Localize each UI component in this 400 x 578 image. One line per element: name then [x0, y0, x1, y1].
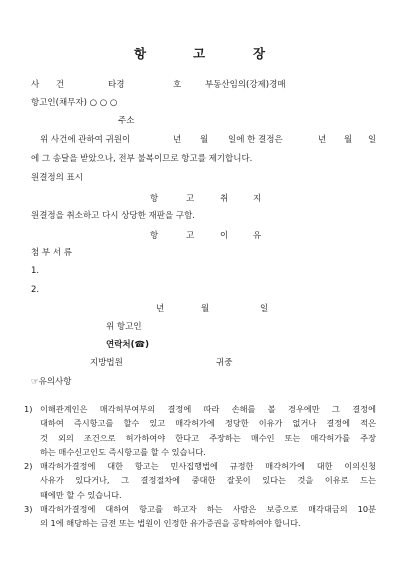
court-name: 지방법원: [90, 358, 123, 368]
attachment-item: 1.: [31, 266, 40, 276]
note-item: [24, 459, 376, 502]
body-line1-part: 위 사건에 관하여 귀원이: [40, 135, 131, 145]
attachment-item: 2.: [31, 285, 40, 295]
heading-char: 항: [150, 231, 159, 241]
note-line: 때에만 할 수 있습니다.: [40, 489, 122, 500]
court-suffix: 귀중: [216, 358, 233, 368]
note-line: 것 외의 조건으로 허가하여야 한다고 주장하는 매수인 또는 매각허가를 주장: [40, 432, 376, 443]
appellant-line: 항고인(채무자) ○ ○ ○: [31, 98, 118, 108]
original-decision-label: 원결정의 표시: [31, 173, 83, 183]
note-item: [24, 402, 376, 459]
contact-label: 연락처(☎): [106, 340, 149, 350]
body-line1-part: 일에 한 결정은: [228, 135, 283, 145]
note-item: [24, 502, 376, 531]
date-month: 월: [201, 304, 210, 314]
body-line1-part: 월: [200, 135, 209, 145]
signer-label: 위 항고인: [106, 322, 142, 332]
note-line: 매각허가결정에 대하여 항고를 하고자 하는 사람은 보증으로 매각대금의 10분: [40, 504, 376, 515]
note-number: 2): [24, 461, 33, 472]
note-number: 3): [24, 504, 33, 515]
heading-char: 고: [186, 194, 195, 204]
heading-char: 이: [220, 231, 229, 241]
heading-char: 유: [253, 231, 262, 241]
document-title: [0, 44, 400, 60]
body-line2: 에 그 송달을 받았으나, 전부 불복이므로 항고를 제기합니다.: [31, 154, 253, 164]
body-line1-part: 월: [344, 135, 353, 145]
heading-char: 지: [253, 194, 262, 204]
notes-title: ☞유의사항: [31, 377, 72, 387]
address-label: 주소: [118, 116, 135, 126]
date-year: 년: [156, 304, 165, 314]
purpose-text: 원결정을 취소하고 다시 상당한 재판을 구함.: [31, 211, 196, 221]
case-label: 사 건: [31, 80, 65, 90]
title-char: 항: [134, 46, 147, 61]
case-ho: 호: [173, 80, 182, 90]
attachments-title: 첨 부 서 류: [31, 248, 72, 258]
note-line: 대하여 즉시항고를 할수 있고 매각허가에 정당한 이유가 없거나 결정에 적은: [40, 418, 376, 429]
note-line: 사유가 있다거나, 그 결정절차에 중대한 잘못이 있다는 것을 이유로 드는: [40, 475, 376, 486]
heading-char: 고: [186, 231, 195, 241]
note-line: 의 1에 해당하는 금전 또는 법원이 인정한 유가증권을 공탁하여야 합니다.: [40, 518, 301, 529]
note-line: 매각허가결정에 대한 항고는 민사집행법에 규정한 매각허가에 대한 이의신청: [40, 461, 376, 472]
body-line1-part: 년: [173, 135, 182, 145]
note-line: 이해관계인은 매각허부여부의 결정에 따라 손해를 볼 경우에만 그 결정에: [40, 404, 376, 414]
body-line1-part: 일: [368, 135, 377, 145]
heading-char: 취: [220, 194, 229, 204]
title-char: 장: [253, 46, 266, 61]
case-court-prefix: 타경: [108, 80, 125, 90]
note-line: 하는 매수신고인도 즉시항고를 할 수 있습니다.: [40, 446, 206, 457]
body-line1-part: 년: [318, 135, 327, 145]
case-type: 부동산임의(강제)경매: [205, 80, 286, 90]
date-day: 일: [260, 304, 269, 314]
title-char: 고: [193, 46, 206, 61]
note-number: 1): [24, 404, 33, 414]
notes-list: [24, 402, 376, 531]
heading-char: 항: [150, 194, 159, 204]
